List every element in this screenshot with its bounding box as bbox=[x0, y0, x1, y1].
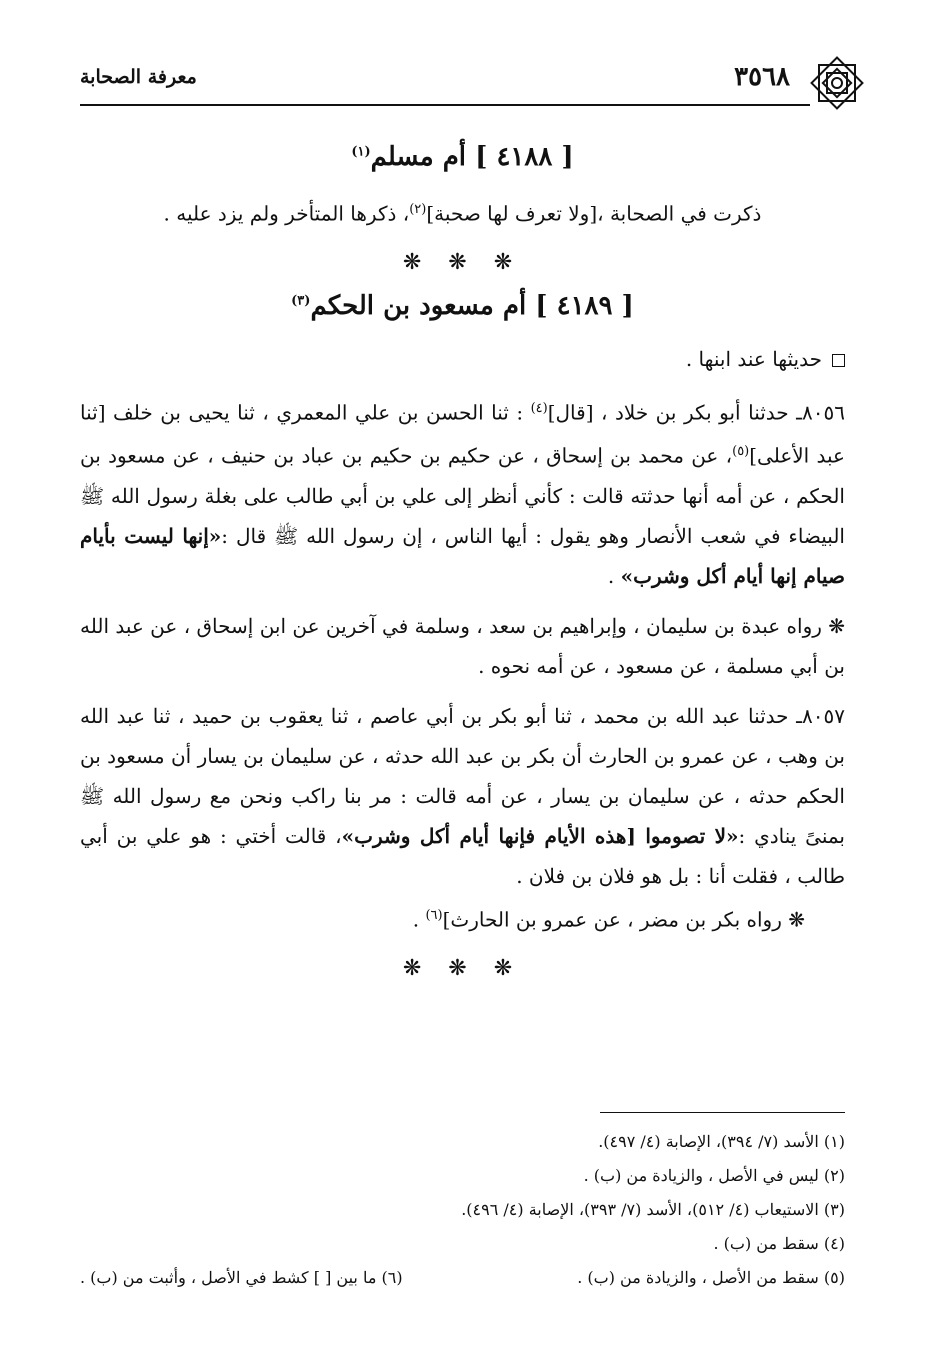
footnote-row bbox=[80, 1261, 845, 1295]
footnote-ref: (٦) bbox=[425, 907, 443, 923]
footnote-3: (٣) الاستيعاب (٤/ ٥١٢)، الأسد (٧/ ٣٩٣)، الإصابة (٤/ ٤٩٦). bbox=[461, 1200, 845, 1219]
entry-4188-title: [ ٤١٨٨ ] أم مسلم$^{(١)}$ bbox=[351, 142, 574, 172]
header-divider bbox=[80, 104, 810, 106]
footnote-5: (٥) سقط من الأصل ، والزيادة من (ب) . bbox=[577, 1268, 845, 1287]
footnotes bbox=[80, 1125, 845, 1295]
page-header bbox=[80, 60, 860, 120]
square-bullet-icon bbox=[832, 354, 845, 367]
page-number: ٣٥٦٨ bbox=[734, 62, 790, 92]
footnote-1: (١) الأسد (٧/ ٣٩٤)، الإصابة (٤/ ٤٩٧). bbox=[598, 1132, 845, 1151]
footnote-divider bbox=[600, 1112, 845, 1113]
footnote-2: (٢) ليس في الأصل ، والزيادة من (ب) . bbox=[583, 1166, 845, 1185]
footnote-ref: (١) bbox=[351, 144, 371, 160]
footnote-6: (٦) ما بين [ ] كشط في الأصل ، وأثبت من (ب) . bbox=[80, 1268, 403, 1287]
hadith-quote: «لا تصوموا [هذه الأيام فإنها أيام أكل وشرب» bbox=[341, 823, 739, 848]
book-title: معرفة الصحابة bbox=[80, 66, 197, 88]
entry-4188-text: ذكرت في الصحابة ،[ولا تعرف لها صحبة]$^{(٢)}$، ذكرها المتأخر ولم يزد عليه . bbox=[163, 201, 762, 226]
entry-intro: حديثها عند ابنها . bbox=[80, 339, 845, 379]
section-separator: ❋ ❋ ❋ bbox=[402, 955, 523, 981]
octagram-ornament-icon bbox=[806, 52, 868, 114]
entry-4189-title: [ ٤١٨٩ ] أم مسعود بن الحكم$^{(٣)}$ bbox=[291, 290, 634, 321]
hadith-8057: ٨٠٥٧ـ حدثنا عبد الله بن محمد ، ثنا أبو بكر بن أبي عاصم ، ثنا يعقوب بن حميد ، ثنا عبد الله بن وهب ، عن عمرو بن الحارث أن بكر بن عبد الله حدثه ، عن سليمان بن يسار أن مسعود بن الحكم حدثه ، عن سليمان بن يسار ، عن أمه قالت : مر بنا راكب ونحن مع رسول الله ﷺ بمنىً ينادي :«لا تصوموا [هذه الأيام فإنها أيام أكل وشرب»، قالت أختي : هو علي بن أبي طالب ، فقلت أنا : بل هو فلان بن فلان . bbox=[80, 703, 846, 888]
footnote-ref: (٥) bbox=[732, 444, 750, 460]
footnote-4: (٤) سقط من (ب) . bbox=[713, 1234, 845, 1253]
riwaya-note-1: ❋ رواه عبدة بن سليمان ، وإبراهيم بن سعد ، وسلمة في آخرين عن ابن إسحاق ، عن عبد الله بن أبي مسلمة ، عن مسعود ، عن أمه نحوه . bbox=[80, 613, 845, 678]
main-text bbox=[80, 130, 845, 997]
hadith-8056: ٨٠٥٦ـ حدثنا أبو بكر بن خلاد ، [قال]$^{(٤)}$ : ثنا الحسن بن علي المعمري ، ثنا يحيى بن خلف [ثنا عبد الأعلى]$^{(٥)}$، عن محمد بن إسحاق ، عن حكيم بن حكيم بن عباد بن حنيف ، عن مسعود بن الحكم ، عن أمه أنها حدثته قالت : كأني أنظر إلى علي بن أبي طالب على بغلة رسول الله ﷺ البيضاء في شعب الأنصار وهو يقول : أيها الناس ، إن رسول الله ﷺ قال :«إنها ليست بأيام صيام إنها أيام أكل وشرب» . bbox=[80, 400, 845, 588]
footnote-ref: (٣) bbox=[291, 293, 311, 308]
hadith-quote: «إنها ليست بأيام صيام إنها أيام أكل وشرب» bbox=[80, 523, 845, 588]
section-separator: ❋ ❋ ❋ bbox=[402, 249, 523, 275]
footnote-ref: (٢) bbox=[409, 202, 427, 217]
riwaya-note-2: ❋ رواه بكر بن مضر ، عن عمرو بن الحارث]$^{(٦)}$ . bbox=[412, 907, 805, 932]
footnote-ref: (٤) bbox=[530, 400, 548, 416]
